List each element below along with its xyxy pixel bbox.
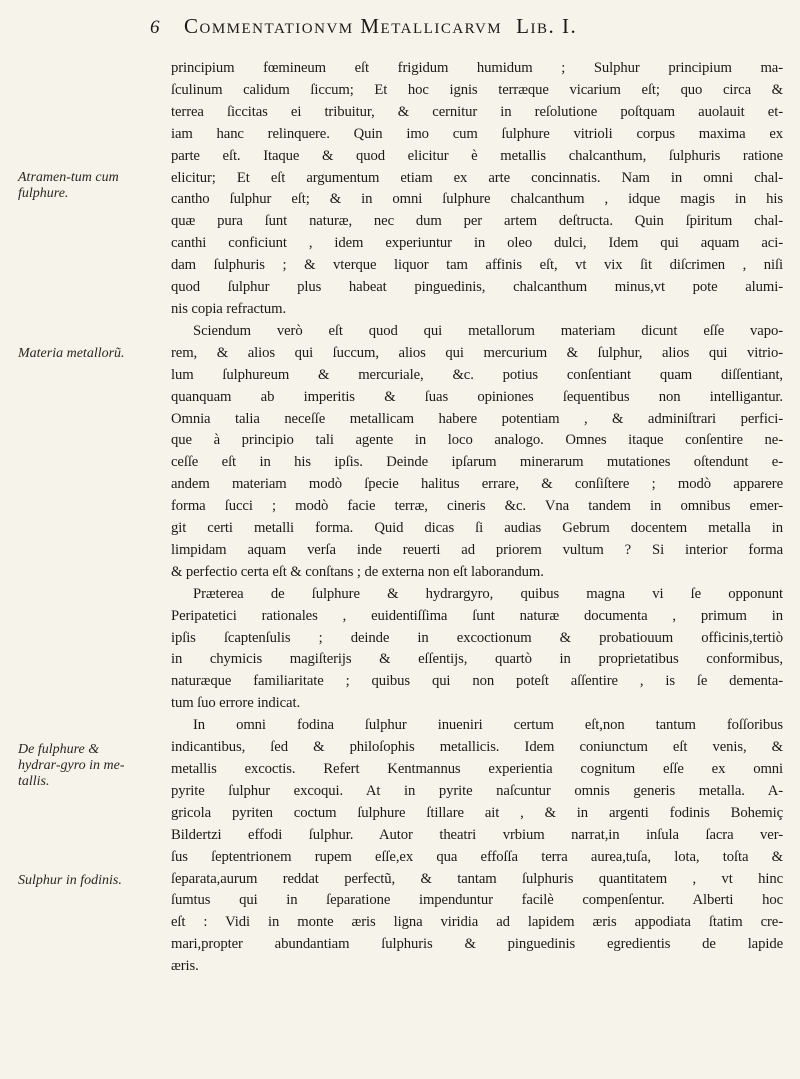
text-line: rem, & alios qui ſuccum, alios qui mercurium & ſulphur, alios qui vitrio-: [171, 344, 783, 361]
text-line: Præterea de ſulphure & hydrargyro, quibus magna vi ſe opponunt: [193, 585, 783, 602]
text-line: indicantibus, ſed & philoſophis metallicis. Idem coniunctum eſt venis, &: [171, 739, 783, 756]
text-line: tum ſuo errore indicat.: [171, 695, 301, 712]
text-line: quod ſulphur plus habeat pinguedinis, chalcanthum minus,vt pote alumi-: [171, 279, 783, 296]
text-line: ſculinum calidum ſiccum; Et hoc ignis terræque vicarium eſt; quo circa &: [171, 81, 783, 98]
text-line: ipſis ſcaptenſulis ; deinde in excoctionum & probatiouum officinis,tertiò: [171, 629, 783, 646]
text-line: Omnia talia neceſſe metallicam habere potentiam , & adminiſtrari perfici-: [171, 410, 783, 427]
text-line: quæ pura ſunt naturæ, nec dum per artem deſtructa. Quin ſpiritum chal-: [171, 213, 783, 230]
text-line: quanquam ab imperitis & ſuas opiniones ſequentibus non intelligantur.: [171, 388, 783, 405]
text-line: terrea ſiccitas ei tribuitur, & cernitur in reſolutione poſtquam auolauit et-: [171, 103, 783, 120]
text-line: Sciendum verò eſt quod qui metallorum materiam dicunt eſſe vapo-: [193, 322, 783, 339]
text-line: æris.: [171, 958, 199, 975]
margin-note: Materia metallorũ.: [18, 346, 125, 361]
text-line: naturæque familiaritate ; quibus qui non poteſt aſſentire , is ſe dementa-: [171, 673, 783, 690]
body-text: [171, 58, 783, 978]
text-line: principium fœmineum eſt frigidum humidum ; Sulphur principium ma-: [171, 60, 783, 76]
text-line: que à principio tali agente in loco analogo. Omnes itaque conſentire ne-: [171, 432, 783, 449]
text-line: metallis excoctis. Refert Kentmannus experientia cognitum eſſe ex omni: [171, 761, 783, 777]
text-line: in chymicis magiſterijs & eſſentijs, quartò in proprietatibus conformibus,: [171, 651, 783, 668]
text-line: In omni fodina ſulphur inueniri certum eſt,non tantum foſſoribus: [193, 717, 783, 734]
text-line: ſeparata,aurum reddat perfectũ, & tantam ſulphuris quantitatem , vt hinc: [171, 870, 783, 887]
text-line: ſumtus qui in ſeparatione impenduntur facilè compenſentur. Alberti hoc: [171, 892, 783, 909]
text-line: forma ſucci ; modò facie terræ, cineris &c. Vna tandem in omnibus emer-: [171, 498, 783, 515]
page-number: 6: [150, 17, 161, 38]
text-line: ſus ſeptentrionem rupem eſſe,ex qua effoſſa terra aurea,tuſa, lota, toſta &: [171, 848, 783, 865]
text-line: nis copia refractum.: [171, 300, 287, 317]
margin-note: De fulphure & hydrar-gyro in me-tallis.: [18, 742, 125, 789]
text-line: & perfectio certa eſt & conſtans ; de externa non eſt laborandum.: [171, 563, 544, 580]
text-line: limpidam aquam verſa inde reuerti ad priorem vultum ? Si interior forma: [171, 541, 783, 558]
text-line: gricola pyriten coctum ſulphure ſtillare ait , & in argenti fodinis Bohemiç: [171, 804, 783, 821]
text-line: Bildertzi effodi ſulphur. Autor theatri vrbium narrat,in inſula ſacra ver-: [171, 826, 783, 843]
text-line: elicitur; Et eſt argumentum etiam ex arte concinnatis. Nam in omni chal-: [171, 169, 783, 186]
text-line: git certi metalli forma. Quid dicas ſi audias Gebrum docentem metalla in: [171, 520, 783, 537]
text-line: ceſſe eſt in his ipſis. Deinde ipſarum minerarum mutationes oſtendunt e-: [171, 454, 783, 471]
text-line: iam hanc relinquere. Quin imo cum ſulphure vitrioli corpus maxima ex: [171, 125, 783, 142]
margin-note: Atramen-tum cum fulphure.: [18, 170, 119, 201]
text-line: cantho ſulphur eſt; & in omni ſulphure chalcanthum , idque magis in his: [171, 191, 783, 208]
margin-note: Sulphur in fodinis.: [18, 873, 122, 888]
text-line: canthi conficiunt , idem experiuntur in oleo dulci, Idem qui aquam aci-: [171, 235, 783, 252]
text-line: dam ſulphuris ; & vterque liquor tam affinis eſt, vt vix ſit diſcrimen , niſi: [171, 257, 783, 274]
book-number: Lib. I.: [516, 14, 578, 38]
running-title: Commentationvm Metallicarvm: [184, 14, 503, 38]
text-line: Peripatetici rationales , euidentiſſima ſunt naturæ documenta , primum in: [171, 607, 783, 624]
page-header: [150, 14, 790, 54]
text-line: mari,propter abundantiam ſulphuris & pinguedinis egredientis de lapide: [171, 936, 783, 953]
text-line: parte eſt. Itaque & quod elicitur è metallis chalcanthum, ſulphuris ratione: [171, 147, 783, 164]
text-line: pyrite ſulphur excoqui. At in pyrite naſcuntur omnis generis metalla. A-: [171, 782, 783, 799]
text-line: andem materiam modò ſpecie halitus errare, & conſiſtere ; modò apparere: [171, 476, 783, 493]
text-line: eſt : Vidi in monte æris ligna viridia ad lapidem æris appodiata ſtatim cre-: [171, 914, 783, 931]
text-line: lum ſulphureum & mercuriale, &c. potius conſentiant quam diſſentiant,: [171, 366, 783, 383]
